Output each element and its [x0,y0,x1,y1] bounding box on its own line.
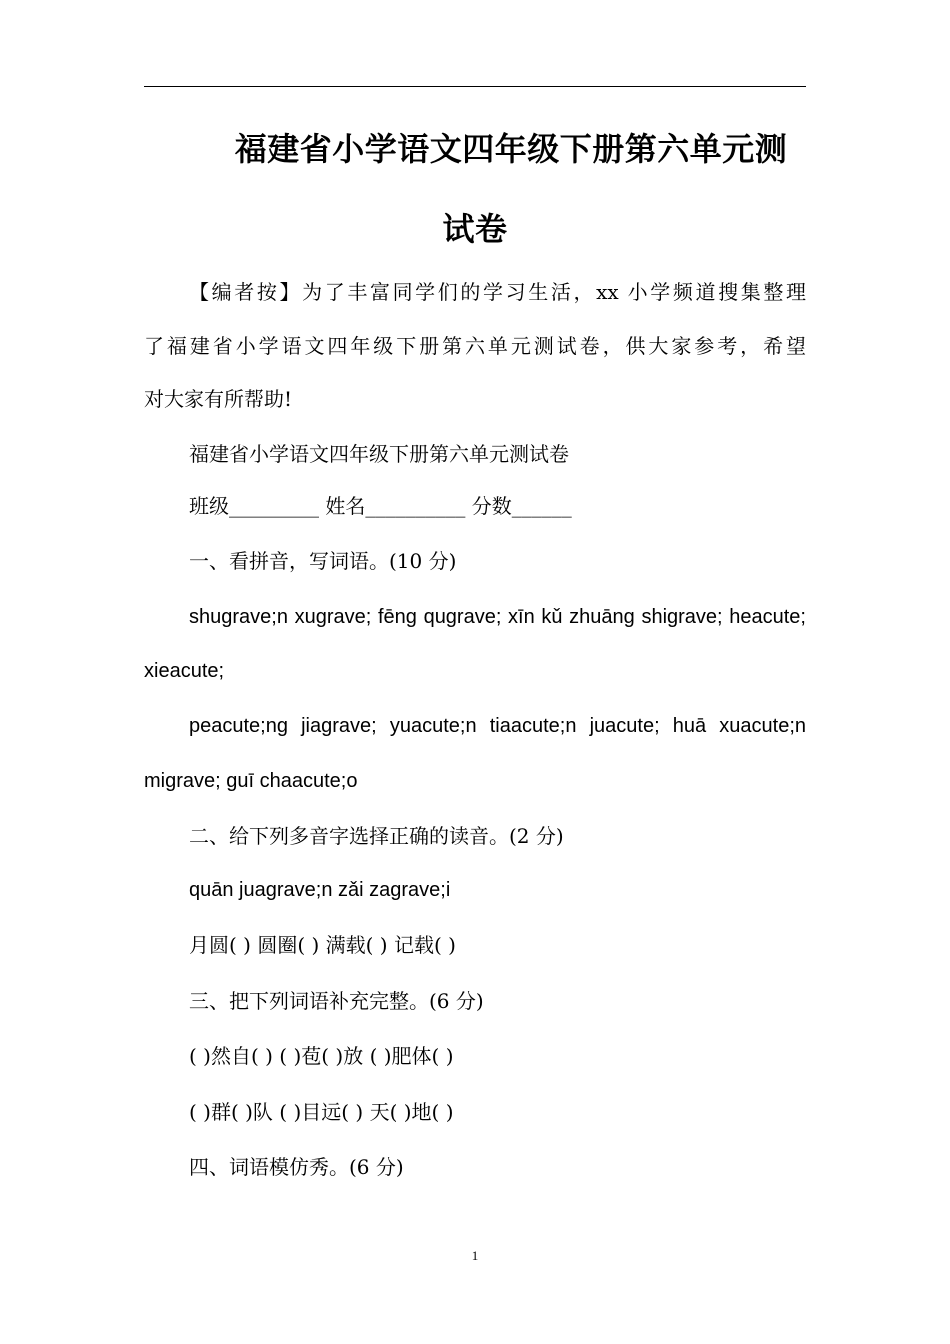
section-1-pinyin-line-2-continued: migrave; guī chaacute;o [144,770,358,792]
section-1-pinyin-line-2: peacute;ng jiagrave; yuacute;n tiaacute;n juacute; huā xuacute;n [189,715,806,737]
section-3-row-1: ( )然自( ) ( )苞( )放 ( )肥体( ) [189,1044,454,1068]
section-4-heading: 四、词语模仿秀。(6 分) [189,1155,404,1179]
section-2-pinyin: quān juagrave;n zǎi zagrave;i [189,879,451,901]
section-1-pinyin-line-1-continued: xieacute; [144,660,225,682]
header-rule [144,86,806,87]
section-2-words: 月圆( ) 圆圈( ) 满载( ) 记载( ) [189,933,456,957]
section-3-heading: 三、把下列词语补充完整。(6 分) [189,989,484,1013]
page-number: 1 [471,1248,479,1263]
section-3-row-2: ( )群( )队 ( )目远( ) 天( )地( ) [189,1100,454,1124]
student-info-line: 班级_________ 姓名__________ 分数______ [189,494,572,518]
document-title-line-2: 试卷 [442,210,508,248]
test-subtitle: 福建省小学语文四年级下册第六单元测试卷 [189,442,569,466]
section-1-pinyin-line-1: shugrave;n xugrave; fēng qugrave; xīn kǔ zhuāng shigrave; heacute; [189,606,806,628]
section-1-heading: 一、看拼音，写词语。(10 分) [189,549,457,573]
intro-line-1: 【编者按】为了丰富同学们的学习生活，xx 小学频道搜集整理 [189,280,806,304]
intro-line-2: 了福建省小学语文四年级下册第六单元测试卷，供大家参考，希望 [144,334,806,358]
intro-line-3: 对大家有所帮助! [144,387,293,411]
section-2-heading: 二、给下列多音字选择正确的读音。(2 分) [189,824,564,848]
document-title-line-1: 福建省小学语文四年级下册第六单元测 [234,130,788,168]
